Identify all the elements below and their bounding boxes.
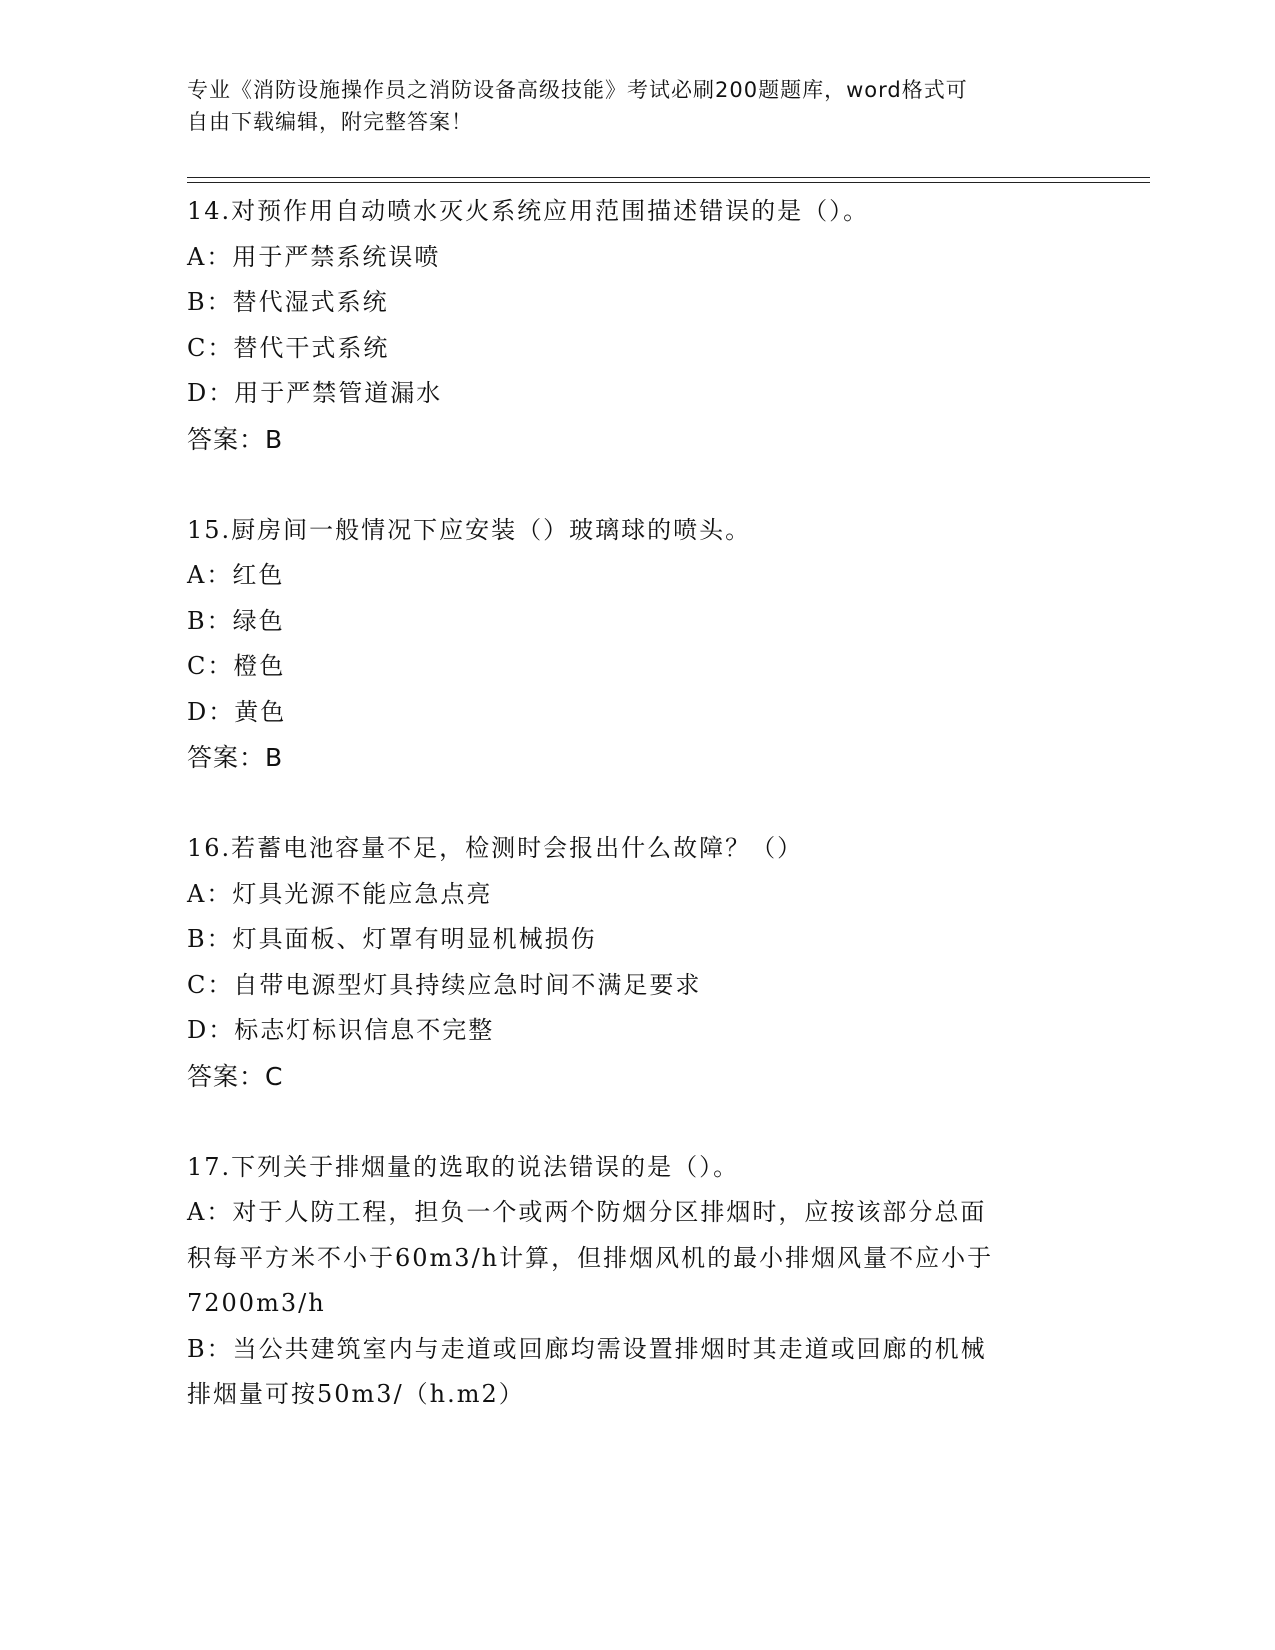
question-14 (187, 189, 1087, 462)
question-title: 17.下列关于排烟量的选取的说法错误的是（）。 (187, 1152, 740, 1181)
option-a-line-1: A：对于人防工程，担负一个或两个防烟分区排烟时，应按该部分总面 (187, 1198, 987, 1226)
spacer (187, 781, 1087, 827)
question-16 (187, 826, 1087, 1099)
option-a-line-3: 7200m3/h (187, 1289, 326, 1317)
answer: 答案：B (187, 424, 284, 454)
header-line-1: 专业《消防设施操作员之消防设备高级技能》考试必刷200题题库，word格式可 (187, 78, 968, 102)
option-c: C：橙色 (187, 652, 286, 680)
question-title: 14.对预作用自动喷水灭火系统应用范围描述错误的是（）。 (187, 197, 870, 225)
question-list (187, 189, 1087, 1418)
option-d: D：用于严禁管道漏水 (187, 379, 443, 407)
spacer (187, 462, 1087, 508)
option-d: D：黄色 (187, 697, 287, 726)
option-b: B：灯具面板、灯罩有明显机械损伤 (187, 925, 597, 953)
option-a-line-2: 积每平方米不小于60m3/h计算，但排烟风机的最小排烟风量不应小于 (187, 1243, 994, 1272)
option-d: D：标志灯标识信息不完整 (187, 1016, 495, 1044)
header-rule-top (187, 177, 1150, 178)
answer: 答案：C (187, 1061, 284, 1091)
option-b-line-2: 排烟量可按50m3/（h.m2） (187, 1380, 525, 1408)
option-b: B：绿色 (187, 606, 285, 635)
option-a: A：用于严禁系统误喷 (187, 242, 441, 271)
header-line-2: 自由下载编辑，附完整答案！ (187, 110, 473, 134)
document-header (187, 74, 1067, 138)
option-b: B：替代湿式系统 (187, 288, 389, 316)
option-b-line-1: B：当公共建筑室内与走道或回廊均需设置排烟时其走道或回廊的机械 (187, 1334, 987, 1363)
option-c: C：自带电源型灯具持续应急时间不满足要求 (187, 970, 702, 999)
option-a: A：红色 (187, 561, 285, 589)
question-17 (187, 1145, 1087, 1418)
header-rule-bottom (187, 182, 1150, 183)
question-title: 15.厨房间一般情况下应安装（）玻璃球的喷头。 (187, 515, 752, 544)
spacer (187, 1099, 1087, 1145)
question-15 (187, 508, 1087, 781)
option-a: A：灯具光源不能应急点亮 (187, 879, 493, 908)
question-title: 16.若蓄电池容量不足，检测时会报出什么故障？（） (187, 834, 804, 862)
answer: 答案：B (187, 743, 284, 772)
option-c: C：替代干式系统 (187, 333, 390, 362)
